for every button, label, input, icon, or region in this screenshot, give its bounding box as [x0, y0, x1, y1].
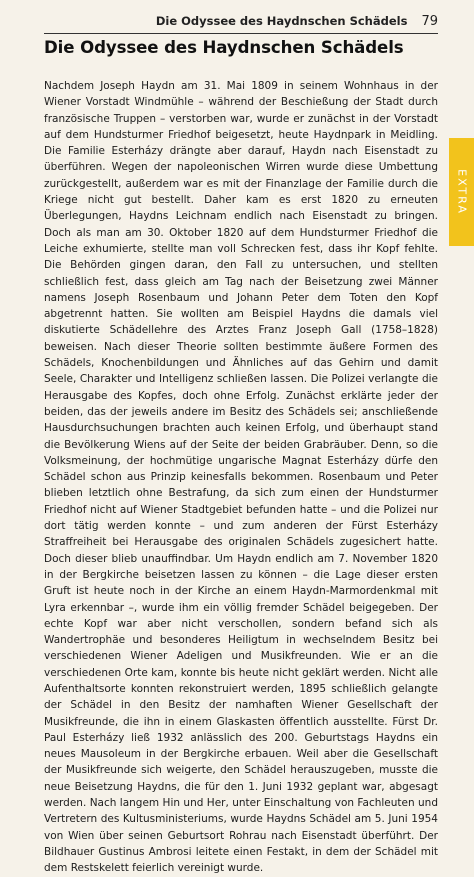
running-title: Die Odyssee des Haydnschen Schädels [155, 14, 408, 28]
article-body: Nachdem Joseph Haydn am 31. Mai 1809 in seinem Wohnhaus in der Wiener Vorstadt Windmühle – während der Beschießung der Stadt durch französische Truppen – verstorben war, wurde er zunächst in der Vorstadt auf dem Hundsturmer Friedhof beigesetzt, heute Haydnpark in Meidling. Die Familie Esterházy drängte aber darauf, Haydn nach Eisenstadt zu überführen. Wegen der napoleonischen Wirren wurde diese Umbettung zurückgestellt, außerdem war es mit der Finanzlage der Familie durch die Kriege nicht gut bestellt. Daher kam es erst 1820 zu erneuten Überlegungen, Haydns Leichnam endlich nach Eisenstadt zu bringen. Doch als man am 30. Oktober 1820 auf dem Hundsturmer Friedhof die Leiche exhumierte, stellte man voll Schrecken fest, dass ihr Kopf fehlte. Die Behörden gingen daran, den Fall zu untersuchen, und stellten schließlich fest, dass gleich am Tag nach der Beisetzung zwei Männer namens Joseph Rosenbaum und Johann Peter dem Toten den Kopf abgetrennt hatten. Sie wollten am Beispiel Haydns die damals viel diskutierte Schädellehre des Arztes Franz Joseph Gall (1758–1828) beweisen. Nach dieser Theorie sollten bestimmte äußere Formen des Schädels, Knochenbildungen und Ähnliches auf das Gehirn und damit Seele, Charakter und Intelligenz schließen lassen. Die Polizei verlangte die Herausgabe des Kopfes, doch ohne Erfolg. Zunächst erklärte jeder der beiden, das der jeweils andere im Besitz des Schädels sei; anschließende Hausdurchsuchungen brachten auch keinen Erfolg, und überhaupt stand die Bevölkerung Wiens auf der Seite der beiden Grabräuber. Denn, so die Volksmeinung, der hochmütige ungarische Magnat Esterházy dürfe den Schädel schon aus Prinzip keinesfalls bekommen. Rosenbaum und Peter blieben letztlich ohne Bestrafung, da sich zum einen der Hundsturmer Friedhof nicht auf Wiener Stadtgebiet befunden hatte – und die Polizei nur dort tätig werden konnte – und zum anderen der Fürst Esterházy Straffreiheit bei Herausgabe des originalen Schädels zugesichert hatte. Doch dieser blieb unauffindbar. Um Haydn endlich am 7. November 1820 in der Bergkirche beisetzen lassen zu können – die Lage dieser ersten Gruft ist heute noch in der Kirche an einem Haydn-Marmordenkmal mit Lyra erkennbar –, wurde ihm ein völlig fremder Schädel beigegeben. Der echte Kopf war aber nicht verschollen, sondern befand sich als Wandertrophäe und besonderes Heiligtum in wechselndem Besitz bei verschiedenen Wiener Adeligen und Musikfreunden. Wie er an die verschiedenen Orte kam, konnte bis heute nicht geklärt werden. Nicht alle Aufenthaltsorte konnten rekonstruiert werden, 1895 schließlich gelangte der Schädel in den Besitz der namhaften Wiener Gesellschaft der Musikfreunde, die ihn in einem Glaskasten öffentlich ausstellte. Fürst Dr. Paul Esterházy ließ 1932 anlässlich des 200. Geburtstags Haydns ein neues Mausoleum in der Bergkirche erbauen. Weil aber die Gesellschaft der Musikfreunde sich weigerte, den Schädel herauszugeben, musste die neue Beisetzung Haydns, die für den 1. Juni 1932 geplant war, abgesagt werden. Nach langem Hin und Her, unter Einschaltung von Fachleuten und Vertretern des Kultusministeriums, wurde Haydns Schädel am 5. Juni 1954 von Wien über seinen Geburtsort Rohrau nach Eisenstadt überführt. Der Bildhauer Gustinus Ambrosi leitete einen Festakt, in dem der Schädel mit dem Restskelett feierlich vereinigt wurde. [44, 80, 438, 875]
page-number: 79 [421, 14, 438, 29]
section-tab [449, 138, 474, 246]
header-rule [44, 33, 438, 34]
running-head [44, 14, 438, 29]
section-tab-label: EXTRA [455, 169, 468, 215]
article-title: Die Odyssee des Haydnschen Schädels [44, 38, 404, 57]
